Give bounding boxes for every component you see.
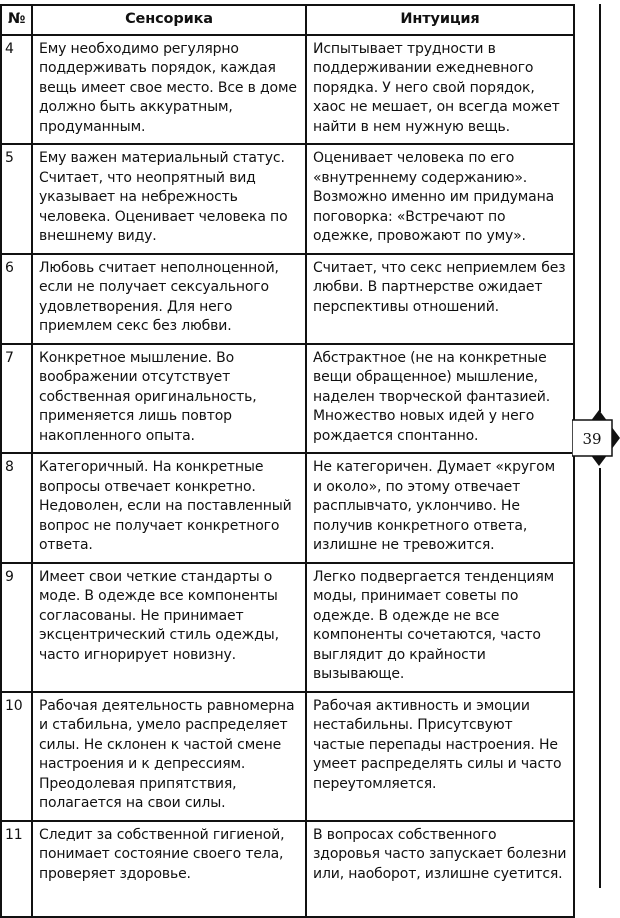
intuition-cell: Абстрактное (не на конкретные вещи обращенное) мышление, наделен творческой фантазией. Множество новых идей у него рождается спонтанно. bbox=[306, 344, 574, 454]
page-number: 39 bbox=[582, 430, 602, 448]
header-sensorika: Сенсорика bbox=[32, 5, 306, 35]
sensorika-cell: Конкретное мышление. Во воображении отсутствует собственная оригинальность, применяется лишь повтор накопленного опыта. bbox=[32, 344, 306, 454]
table-row bbox=[1, 563, 574, 692]
page-number-badge bbox=[572, 410, 620, 466]
table-row bbox=[1, 344, 574, 454]
sensorika-cell: Ему важен материальный статус. Считает, что неопрятный вид указывает на небрежность человека. Оценивает человека по внешнему виду. bbox=[32, 144, 306, 254]
intuition-cell: В вопросах собственного здоровья часто запускает болезни или, наоборот, излишне суетится. bbox=[306, 821, 574, 917]
sensorika-cell: Ему необходимо регулярно поддерживать порядок, каждая вещь имеет свое место. Все в доме должно быть аккуратным, продуманным. bbox=[32, 35, 306, 145]
intuition-cell: Рабочая активность и эмоции нестабильны. Присутсвуют частые перепады настроения. Не умеет распределять силы и часто переутомляется. bbox=[306, 692, 574, 821]
row-number: 6 bbox=[1, 254, 32, 344]
intuition-cell: Испытывает трудности в поддерживании ежедневного порядка. У него свой порядок, хаос не мешает, он всегда может найти в нем нужную вещь. bbox=[306, 35, 574, 145]
intuition-cell: Легко подвергается тенденциям моды, принимает советы по одежде. В одежде не все компоненты сочетаются, часто выглядит до крайности вызывающе. bbox=[306, 563, 574, 692]
table-row bbox=[1, 453, 574, 563]
table-header-row bbox=[1, 5, 574, 35]
sensorika-cell: Следит за собственной гигиеной, понимает состояние своего тела, проверяет здоровье. bbox=[32, 821, 306, 917]
table-row bbox=[1, 35, 574, 145]
table-row bbox=[1, 144, 574, 254]
row-number: 7 bbox=[1, 344, 32, 454]
table-row bbox=[1, 692, 574, 821]
sensorika-cell: Имеет свои четкие стандарты о моде. В одежде все компоненты согласованы. Не принимает эксцентрический стиль одежды, часто игнорирует новизну. bbox=[32, 563, 306, 692]
margin-rule-bottom bbox=[599, 468, 601, 888]
table-row bbox=[1, 821, 574, 917]
sensorika-cell: Категоричный. На конкретные вопросы отвечает конкретно. Недоволен, если на поставленный вопрос не получает конкретного ответа. bbox=[32, 453, 306, 563]
row-number: 5 bbox=[1, 144, 32, 254]
intuition-cell: Не категоричен. Думает «кругом и около», по этому отвечает расплывчато, уклончиво. Не получив конкретного ответа, излишне не тревожится. bbox=[306, 453, 574, 563]
row-number: 9 bbox=[1, 563, 32, 692]
row-number: 11 bbox=[1, 821, 32, 917]
row-number: 4 bbox=[1, 35, 32, 145]
intuition-cell: Считает, что секс неприемлем без любви. В партнерстве ожидает перспективы отношений. bbox=[306, 254, 574, 344]
row-number: 10 bbox=[1, 692, 32, 821]
sensorika-cell: Любовь считает неполноценной, если не получает сексуального удовлетворения. Для него приемлем секс без любви. bbox=[32, 254, 306, 344]
header-num: № bbox=[1, 5, 32, 35]
sensorika-cell: Рабочая деятельность равномерна и стабильна, умело распределяет силы. Не склонен к частой смене настроения и к депрессиям. Преодолевая припятствия, полагается на свои силы. bbox=[32, 692, 306, 821]
margin-rule-top bbox=[599, 4, 601, 412]
header-intuition: Интуиция bbox=[306, 5, 574, 35]
table-row bbox=[1, 254, 574, 344]
intuition-cell: Оценивает человека по его «внутреннему содержанию». Возможно именно им придумана поговорка: «Встречают по одежке, провожают по уму». bbox=[306, 144, 574, 254]
comparison-table bbox=[0, 4, 575, 918]
row-number: 8 bbox=[1, 453, 32, 563]
